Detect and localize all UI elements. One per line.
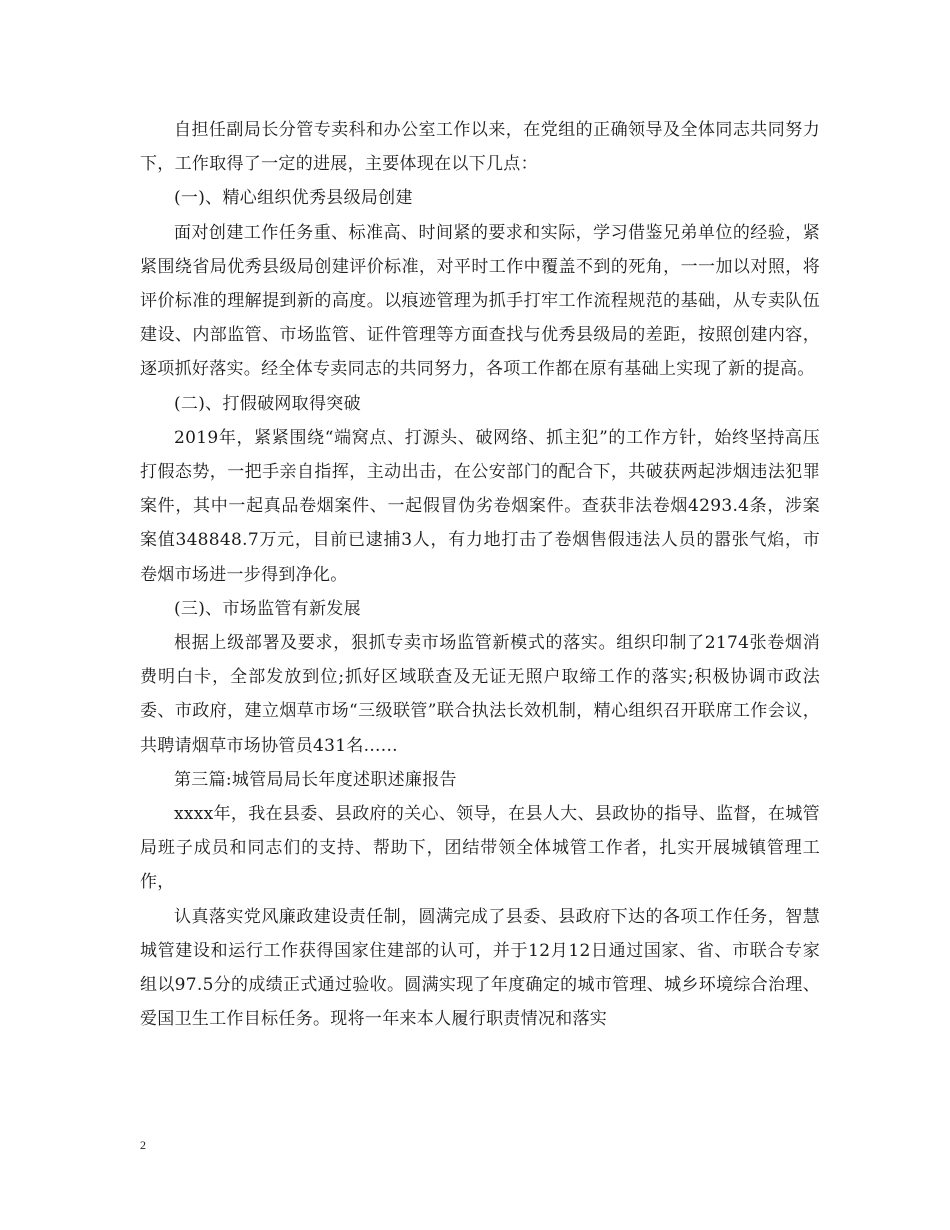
chapter-title: 第三篇:城管局局长年度述职述廉报告	[174, 769, 457, 790]
intro-paragraph: 自担任副局长分管专卖科和办公室工作以来，在党组的正确领导及全体同志共同努力下，工作取得了一定的进展，主要体现在以下几点：	[140, 120, 820, 175]
chapter-paragraph-1: xxxx年，我在县委、县政府的关心、领导，在县人大、县政协的指导、监督，在城管局班子成员和同志们的支持、帮助下，团结带领全体城管工作者，扎实开展城镇管理工作，	[140, 804, 820, 893]
section-heading-3: (三)、市场监管有新发展	[174, 598, 361, 619]
section-1-paragraph: 面对创建工作任务重、标准高、时间紧的要求和实际，学习借鉴兄弟单位的经验，紧紧围绕省局优秀县级局创建评价标准，对平时工作中覆盖不到的死角，一一加以对照，将评价标准的理解提到新的高度。以痕迹管理为抓手打牢工作流程规范的基础，从专卖队伍建设、内部监管、市场监管、证件管理等方面查找与优秀县级局的差距，按照创建内容，逐项抓好落实。经全体专卖同志的共同努力，各项工作都在原有基础上实现了新的提高。	[140, 222, 820, 380]
section-heading-1: (一)、精心组织优秀县级局创建	[174, 188, 413, 209]
document-body	[140, 113, 820, 1036]
page-number: 2	[140, 1138, 146, 1152]
section-heading-2: (二)、打假破网取得突破	[174, 393, 361, 414]
section-2-paragraph: 2019年，紧紧围绕“端窝点、打源头、破网络、抓主犯”的工作方针，始终坚持高压打假态势，一把手亲自指挥，主动出击，在公安部门的配合下，共破获两起涉烟违法犯罪案件，其中一起真品卷烟案件、一起假冒伪劣卷烟案件。查获非法卷烟4293.4条，涉案案值348848.7万元，目前已逮捕3人，有力地打击了卷烟售假违法人员的嚣张气焰，市卷烟市场进一步得到净化。	[140, 427, 820, 585]
section-3-paragraph: 根据上级部署及要求，狠抓专卖市场监管新模式的落实。组织印制了2174张卷烟消费明白卡，全部发放到位;抓好区域联查及无证无照户取缔工作的落实;积极协调市政法委、市政府，建立烟草市场“三级联管”联合执法长效机制，精心组织召开联席工作会议，共聘请烟草市场协管员431名......	[140, 633, 820, 756]
chapter-paragraph-2: 认真落实党风廉政建设责任制，圆满完成了县委、县政府下达的各项工作任务，智慧城管建设和运行工作获得国家住建部的认可，并于12月12日通过国家、省、市联合专家组以97.5分的成绩正式通过验收。圆满实现了年度确定的城市管理、城乡环境综合治理、爱国卫生工作目标任务。现将一年来本人履行职责情况和落实	[140, 906, 820, 1030]
